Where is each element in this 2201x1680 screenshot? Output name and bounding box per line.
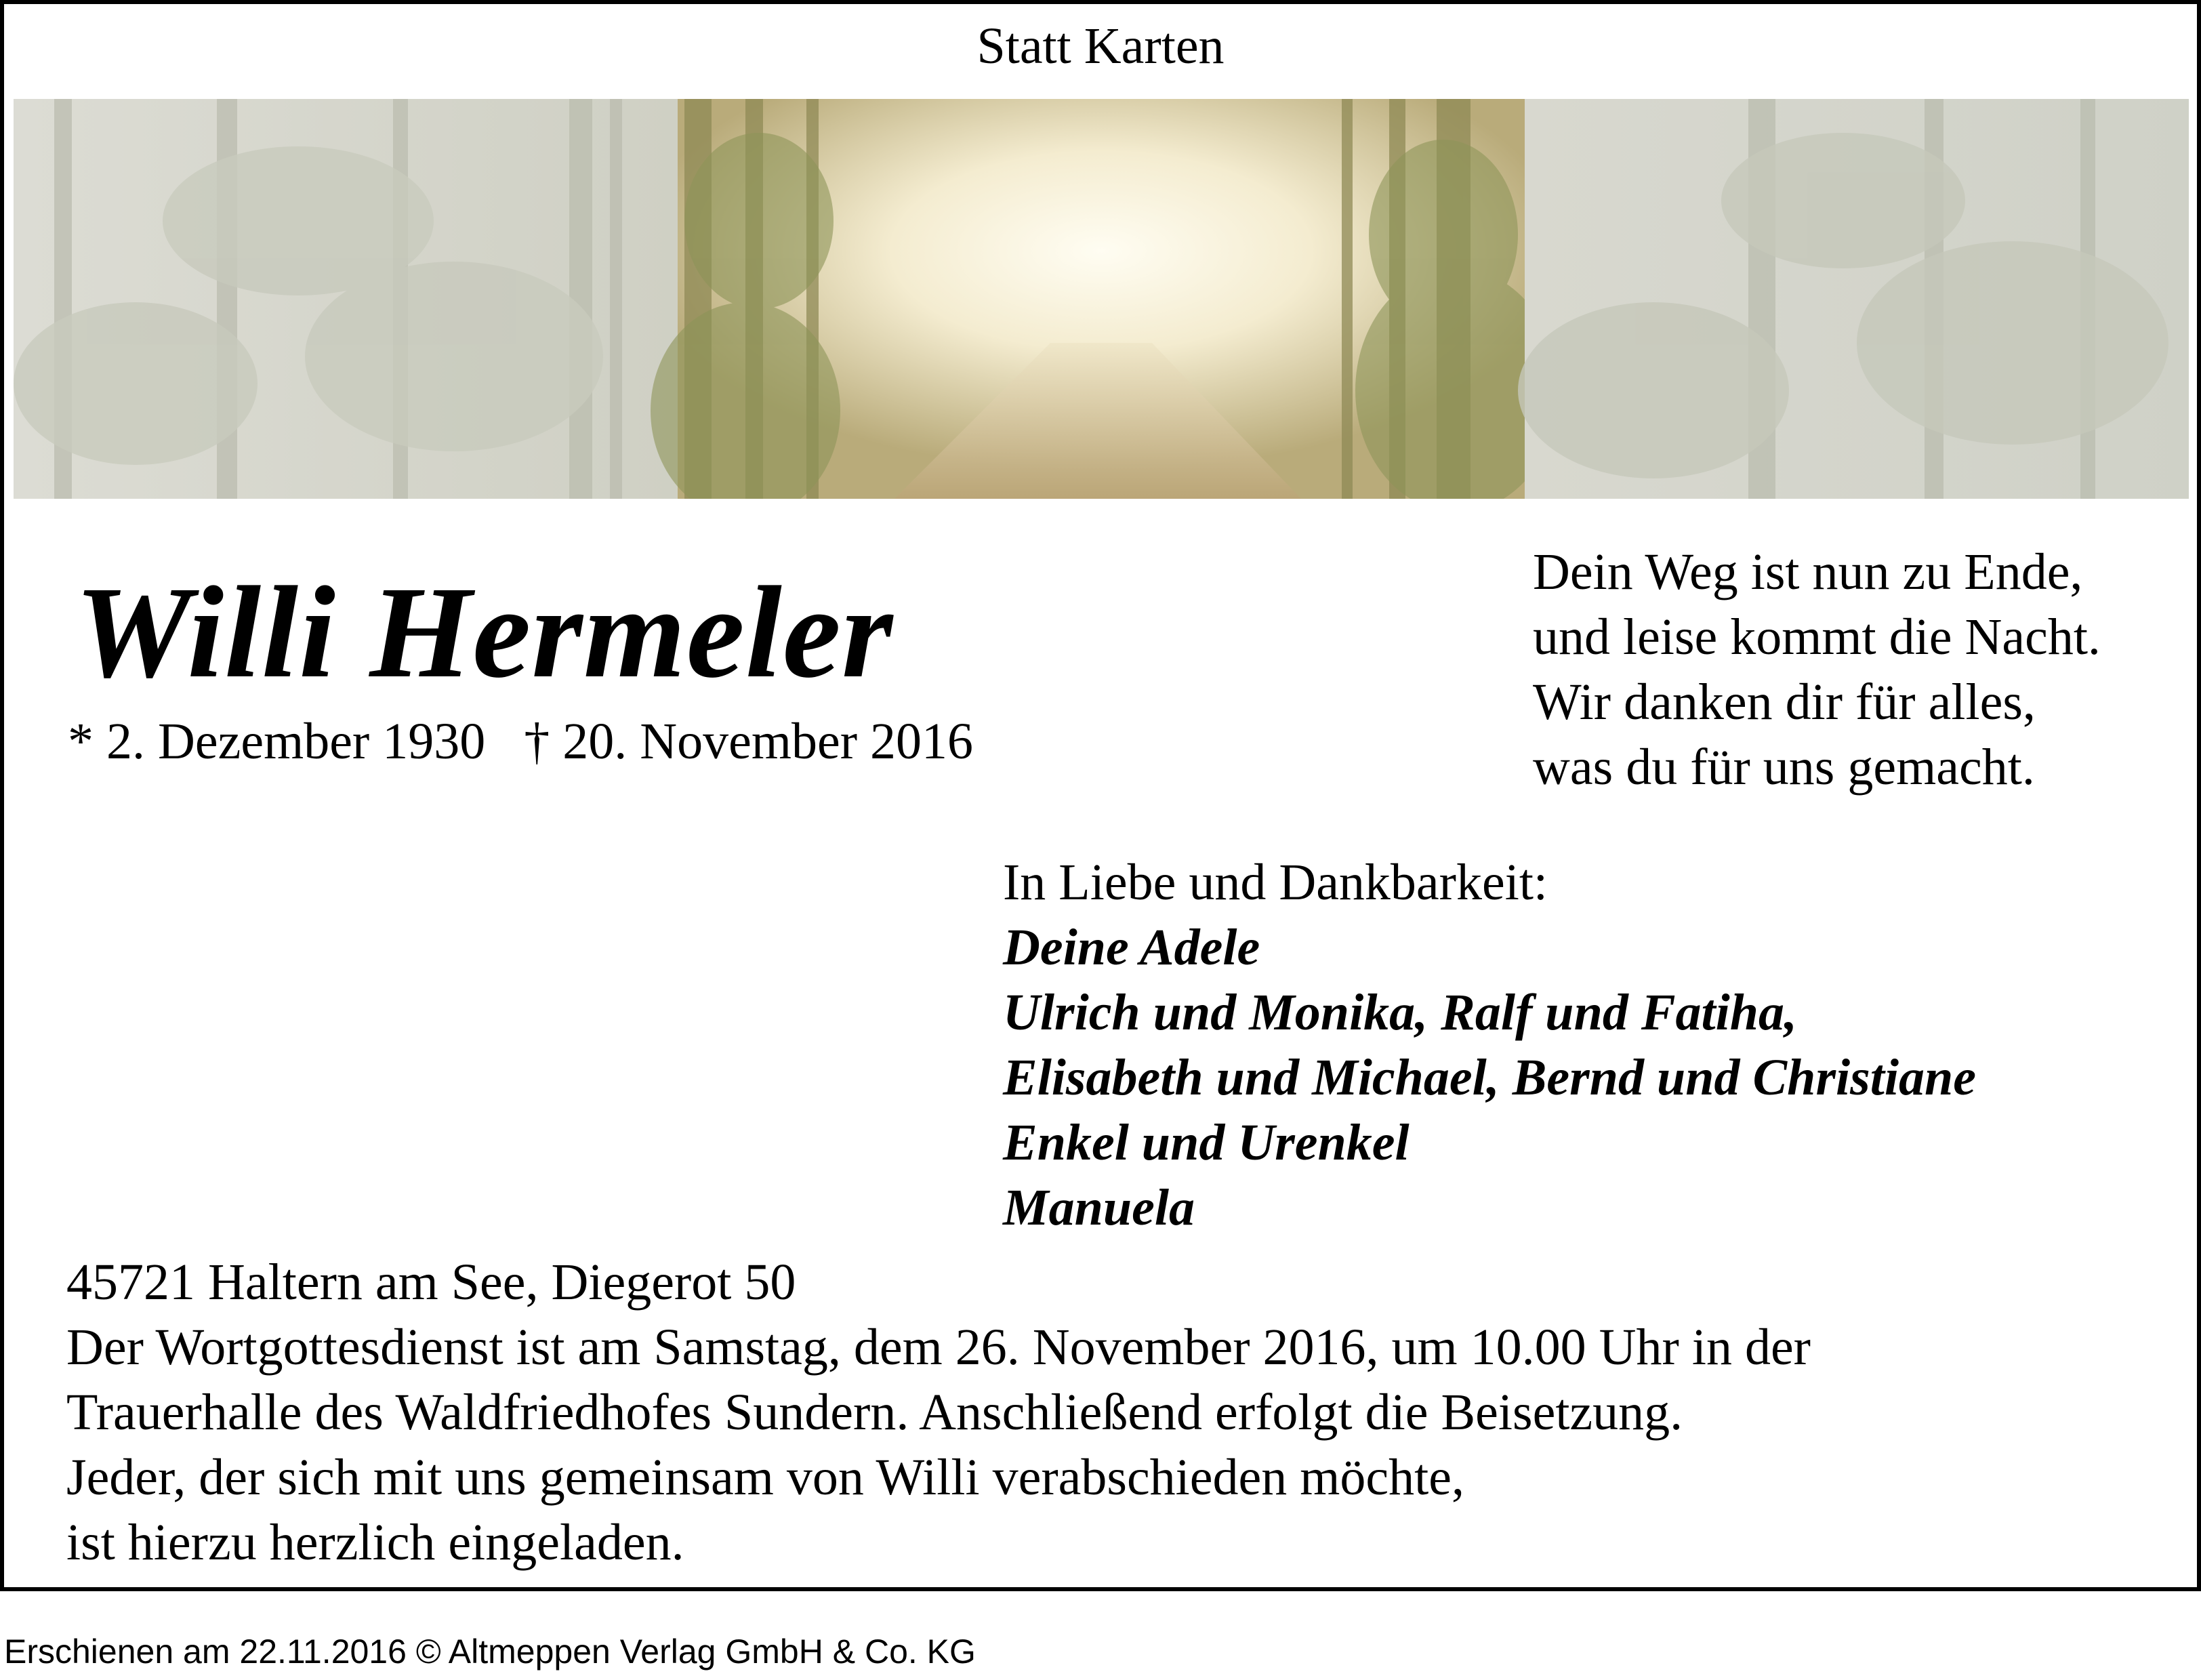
mourner-name: Deine Adele bbox=[1003, 919, 1260, 976]
mourners-intro: In Liebe und Dankbarkeit: bbox=[1003, 854, 1548, 911]
death-date: † 20. November 2016 bbox=[524, 713, 974, 770]
mourner-name: Ulrich und Monika, Ralf und Fatiha, bbox=[1003, 984, 1798, 1041]
details-line: Der Wortgottesdienst ist am Samstag, dem 26. November 2016, um 10.00 Uhr in der bbox=[66, 1319, 1811, 1376]
poem bbox=[1533, 539, 2101, 800]
life-dates bbox=[68, 713, 974, 770]
deceased-name: Willi Hermeler bbox=[75, 559, 894, 705]
poem-line: was du für uns gemacht. bbox=[1533, 739, 2035, 796]
publication-footer: Erschienen am 22.11.2016 © Altmeppen Verlag GmbH & Co. KG bbox=[4, 1633, 976, 1671]
mourners-block bbox=[1003, 850, 1976, 1240]
address-line: 45721 Haltern am See, Diegerot 50 bbox=[66, 1254, 796, 1311]
birth-date: * 2. Dezember 1930 bbox=[68, 713, 486, 770]
details-line: ist hierzu herzlich eingeladen. bbox=[66, 1514, 684, 1571]
poem-line: Wir danken dir für alles, bbox=[1533, 674, 2036, 731]
details-line: Trauerhalle des Waldfriedhofes Sundern. Anschließend erfolgt die Beisetzung. bbox=[66, 1384, 1683, 1441]
details-line: Jeder, der sich mit uns gemeinsam von Willi verabschieden möchte, bbox=[66, 1449, 1464, 1506]
header-statt-karten: Statt Karten bbox=[976, 18, 1225, 75]
forest-path-image bbox=[14, 99, 2189, 499]
mourner-name: Elisabeth und Michael, Bernd und Christiane bbox=[1003, 1049, 1976, 1106]
poem-line: Dein Weg ist nun zu Ende, bbox=[1533, 544, 2083, 600]
mourner-name: Enkel und Urenkel bbox=[1003, 1114, 1410, 1171]
poem-line: und leise kommt die Nacht. bbox=[1533, 609, 2101, 665]
mourner-name: Manuela bbox=[1003, 1179, 1195, 1236]
service-details bbox=[66, 1250, 1811, 1575]
